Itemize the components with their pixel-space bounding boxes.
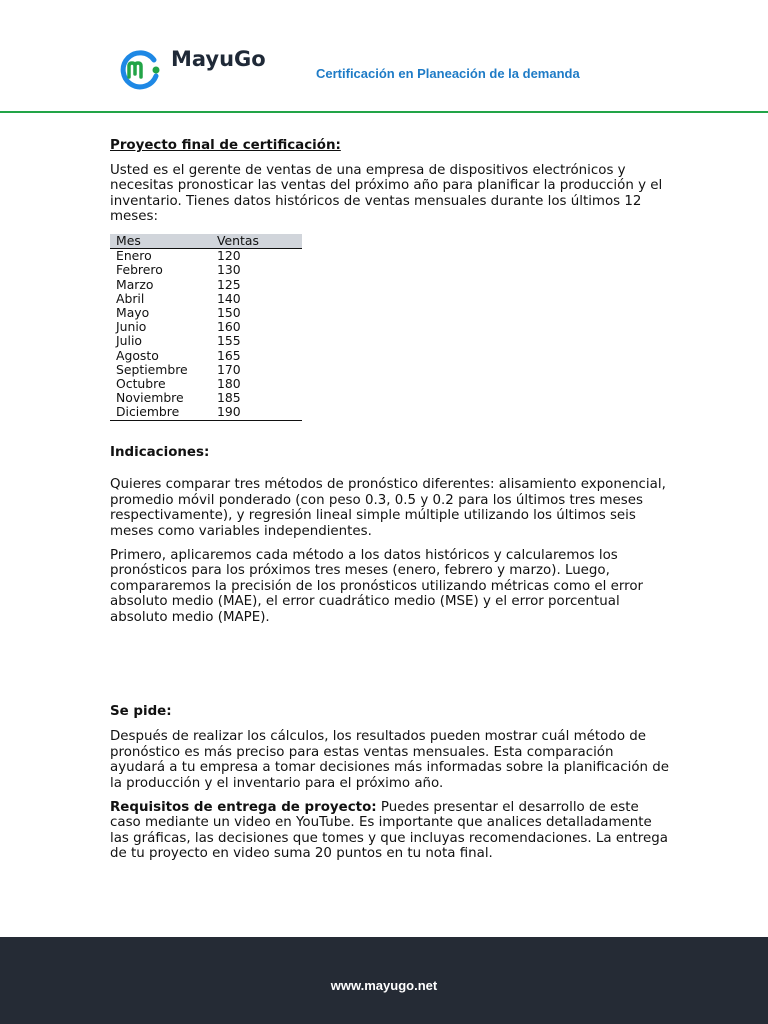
table-row bbox=[110, 334, 302, 348]
month-cell: Agosto bbox=[116, 347, 159, 363]
sales-cell: 125 bbox=[217, 276, 241, 292]
mayugo-logo-icon bbox=[118, 50, 162, 90]
month-cell: Mayo bbox=[116, 304, 150, 320]
month-cell: Diciembre bbox=[110, 405, 211, 420]
month-cell: Abril bbox=[116, 290, 145, 306]
column-header-sales: Ventas bbox=[211, 234, 302, 249]
sales-cell: 140 bbox=[217, 290, 241, 306]
sales-cell: 165 bbox=[217, 347, 241, 363]
sales-cell: 155 bbox=[217, 333, 241, 349]
delivery-requirements bbox=[110, 800, 670, 862]
certification-title: Certificación en Planeación de la demanda bbox=[316, 66, 580, 81]
month-cell: Febrero bbox=[116, 262, 163, 278]
sales-cell: 185 bbox=[217, 390, 241, 406]
brand-name: MayuGo bbox=[171, 47, 266, 71]
delivery-label: Requisitos de entrega de proyecto: bbox=[110, 799, 377, 815]
request-paragraph: Después de realizar los cálculos, los resultados pueden mostrar cuál método de pronóstico es más preciso para estas ventas mensuales. Esta comparación ayudará a tu empresa a tomar decisiones más informadas sobre la planificación de la producción y el inventario para el próximo año. bbox=[110, 729, 670, 791]
page-header bbox=[0, 0, 768, 112]
sales-cell: 130 bbox=[217, 262, 241, 278]
sales-cell: 190 bbox=[211, 405, 302, 420]
table-row bbox=[110, 292, 302, 306]
month-cell: Enero bbox=[116, 248, 152, 264]
table-row bbox=[110, 320, 302, 334]
project-intro: Usted es el gerente de ventas de una empresa de dispositivos electrónicos y necesitas pronosticar las ventas del próximo año para planificar la producción y el inventario. Tienes datos históricos de ventas mensuales durante los últimos 12 meses: bbox=[110, 162, 663, 225]
indications-paragraph-1: Quieres comparar tres métodos de pronóstico diferentes: alisamiento exponencial, promedio móvil ponderado (con peso 0.3, 0.5 y 0.2 para los últimos tres meses respectivamente), y regresión lineal simple múltiple utilizando los últimos seis meses como variables independientes. bbox=[110, 477, 666, 539]
sales-cell: 170 bbox=[217, 361, 241, 377]
table-row bbox=[110, 391, 302, 405]
header-divider bbox=[0, 111, 768, 113]
table-header-row bbox=[110, 234, 302, 249]
table-row bbox=[110, 306, 302, 320]
table-row bbox=[110, 278, 302, 292]
month-cell: Marzo bbox=[116, 276, 154, 292]
table-row bbox=[110, 363, 302, 377]
table-row bbox=[110, 405, 302, 420]
table-row bbox=[110, 349, 302, 363]
sales-cell: 120 bbox=[217, 248, 241, 264]
delivery-text: Puedes presentar el desarrollo de este caso mediante un video en YouTube. Es importante que analices detalladamente las gráficas, las decisiones que tomes y que incluyas recomendaciones. La entrega de tu proyecto en video suma 20 puntos en tu nota final. bbox=[110, 799, 668, 862]
table-row bbox=[110, 263, 302, 277]
table-row bbox=[110, 249, 302, 264]
indications-paragraph-2: Primero, aplicaremos cada método a los datos históricos y calcularemos los pronósticos para los próximos tres meses (enero, febrero y marzo). Luego, compararemos la precisión de los pronósticos utilizando métricas como el error absoluto medio (MAE), el error cuadrático medio (MSE) y el error porcentual absoluto medio (MAPE). bbox=[110, 547, 644, 625]
footer-website-link[interactable]: www.mayugo.net bbox=[330, 978, 438, 993]
sales-cell: 180 bbox=[217, 376, 241, 391]
sales-cell: 160 bbox=[217, 319, 241, 335]
indications-heading: Indicaciones: bbox=[110, 444, 210, 460]
request-heading: Se pide: bbox=[110, 703, 172, 719]
document-body bbox=[110, 138, 670, 862]
table-row bbox=[110, 377, 302, 391]
project-heading: Proyecto final de certificación: bbox=[110, 138, 341, 153]
month-cell: Julio bbox=[116, 333, 142, 349]
page-footer bbox=[0, 937, 768, 1024]
month-cell: Octubre bbox=[116, 376, 166, 391]
column-header-month: Mes bbox=[110, 234, 211, 249]
sales-cell: 150 bbox=[217, 304, 241, 320]
month-cell: Septiembre bbox=[116, 361, 188, 377]
month-cell: Junio bbox=[116, 319, 147, 335]
month-cell: Noviembre bbox=[116, 390, 184, 406]
sales-table bbox=[110, 234, 302, 421]
